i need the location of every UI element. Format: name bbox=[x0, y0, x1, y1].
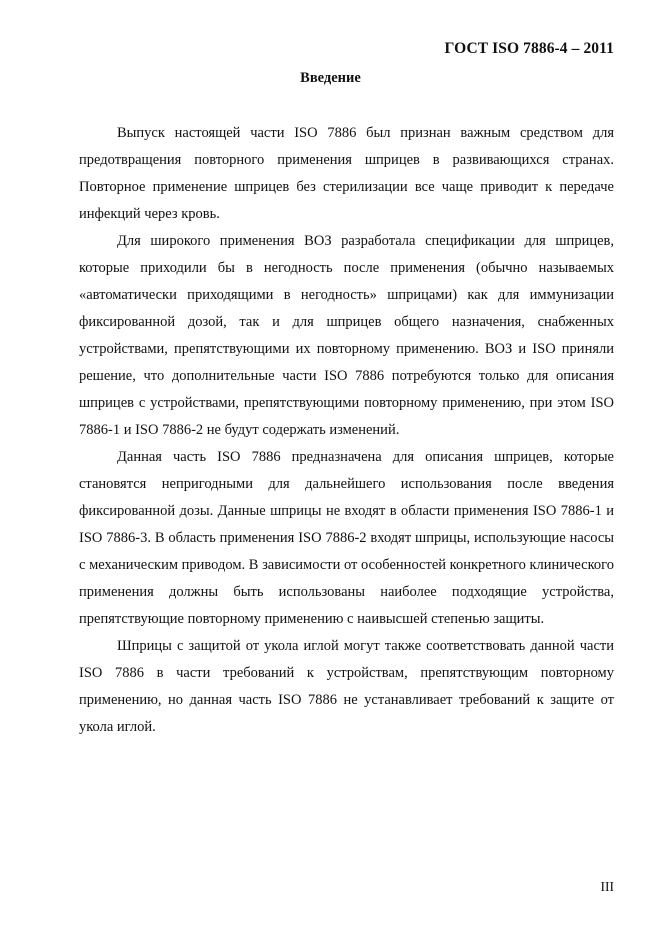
paragraph-1: Выпуск настоящей части ISO 7886 был признан важным средством для предотвращения повторного применения шприцев в развивающихся странах. Повторное применение шприцев без стерилизации все чаще приводит к передаче инфекций через кровь. bbox=[79, 125, 614, 222]
document-code: ГОСТ ISO 7886-4 – 2011 bbox=[444, 40, 614, 57]
body-text bbox=[79, 120, 614, 741]
page-number: III bbox=[600, 879, 614, 894]
paragraph-2: Для широкого применения ВОЗ разработала спецификации для шприцев, которые приходили бы в негодность после применения (обычно называемых «автоматически приходящими в негодность» шприцами) как для иммунизации фиксированной дозой, так и для шприцев общего назначения, снабженных устройствами, препятствующими их повторному применению. ВОЗ и ISO приняли решение, что дополнительные части ISO 7886 потребуются только для описания шприцев с устройствами, препятствующими повторному применению, при этом ISO 7886-1 и ISO 7886-2 не будут содержать изменений. bbox=[79, 233, 614, 438]
section-title: Введение bbox=[300, 70, 361, 86]
paragraph-4: Шприцы с защитой от укола иглой могут также соответствовать данной части ISO 7886 в части требований к устройствам, препятствующим повторному применению, но данная часть ISO 7886 не устанавливает требований к защите от укола иглой. bbox=[79, 638, 614, 735]
paragraph-3: Данная часть ISO 7886 предназначена для описания шприцев, которые становятся непригодными для дальнейшего использования после введения фиксированной дозы. Данные шприцы не входят в области применения ISO 7886-1 и ISO 7886-3. В область применения ISO 7886-2 входят шприцы, использующие насосы с механическим приводом. В зависимости от особенностей конкретного клинического применения должны быть использованы наиболее подходящие устройства, препятствующие повторному применению с наивысшей степенью защиты. bbox=[79, 449, 614, 627]
